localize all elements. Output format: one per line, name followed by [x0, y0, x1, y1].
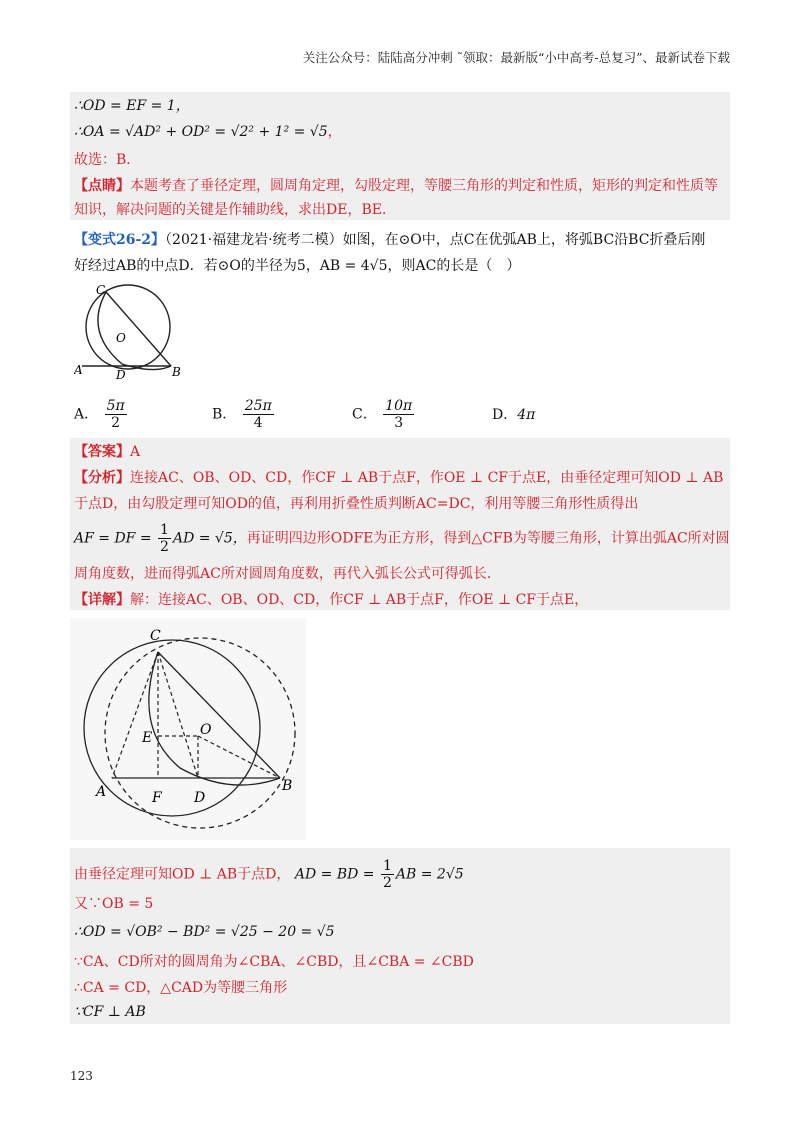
- option-a-denominator: 2: [111, 415, 121, 431]
- analysis-frac-num: 1: [160, 522, 169, 538]
- analysis-text-1: 连接AC、OB、OD、CD，作CF ⊥ AB于点F，作OE ⊥ CF于点E，由垂径定理可知OD ⊥ AB: [130, 470, 724, 486]
- step-frac-num: 1: [382, 858, 392, 874]
- fig2-label-d: D: [194, 790, 206, 806]
- fig2-label-a: A: [96, 784, 107, 800]
- question-line-2: 好经过AB的中点D．若⊙O的半径为5，AB = 4√5，则AC的长是（ ）: [74, 258, 521, 274]
- answer-line: [74, 442, 140, 462]
- comment-line-1: [74, 176, 718, 196]
- option-b-label: B．: [212, 406, 237, 423]
- detail-tag: 【详解】: [74, 592, 130, 608]
- step-line-4: ∵CA、CD所对的圆周角为∠CBA、∠CBD，且∠CBA = ∠CBD: [74, 954, 474, 970]
- option-b-numerator: 25π: [244, 398, 272, 414]
- page-header: 关注公众号：陆陆高分冲刺 ˜领取：最新版“小中高考-总复习”、最新试卷下载: [302, 50, 730, 65]
- question-line-1: [74, 230, 705, 250]
- step-line-2: 又∵OB = 5: [74, 896, 154, 912]
- comment-tag: 【点睛】: [74, 178, 130, 194]
- step-line-5: ∴CA = CD，△CAD为等腰三角形: [74, 980, 288, 996]
- fig1-label-c: C: [96, 283, 106, 297]
- analysis-text-3: 再证明四边形ODFE为正方形，得到△CFB为等腰三角形，计算出弧AC所对圆: [246, 530, 730, 547]
- step-line-3: ∴OD = √OB² − BD² = √25 − 20 = √5: [74, 924, 335, 940]
- step-line-1: [74, 858, 464, 891]
- analysis-frac-den: 2: [160, 539, 169, 555]
- option-a-numerator: 5π: [106, 398, 125, 414]
- option-c: [352, 398, 416, 431]
- analysis-line-1: [74, 468, 723, 488]
- step-line-6: ∵CF ⊥ AB: [74, 1004, 146, 1020]
- option-c-numerator: 10π: [385, 398, 413, 414]
- fig2-label-e: E: [142, 730, 153, 746]
- ab-2sqrt5: AB = 2√5: [395, 866, 464, 883]
- option-a: [74, 398, 129, 431]
- answer-tag: 【答案】: [74, 444, 130, 460]
- step-1-text: 由垂径定理可知OD ⊥ AB于点D，: [74, 866, 291, 883]
- option-c-label: C．: [352, 406, 377, 423]
- option-d-value: 4π: [517, 407, 536, 423]
- option-a-label: A．: [74, 406, 99, 423]
- oa-label: ∴OA =: [74, 124, 126, 140]
- step-frac-den: 2: [382, 875, 392, 891]
- ad-sqrt5: AD = √5，: [172, 530, 247, 547]
- detail-text-1: 解：连接AC、OB、OD、CD，作CF ⊥ AB于点F，作OE ⊥ CF于点E，: [130, 592, 589, 608]
- option-d: [492, 404, 535, 424]
- line-od-ef: ∴OD = EF = 1，: [74, 98, 190, 114]
- option-b-denominator: 4: [253, 415, 263, 431]
- circle-fold-diagram-large: [70, 618, 306, 840]
- fig2-label-b: B: [282, 778, 293, 794]
- fig1-label-b: B: [172, 365, 181, 379]
- solution-figure: [70, 618, 306, 844]
- comment-line-2: 知识，解决问题的关键是作辅助线，求出DE，BE．: [74, 202, 396, 218]
- circle-fold-diagram-small: [74, 282, 184, 382]
- option-d-label: D．: [492, 407, 518, 423]
- detail-line-1: [74, 590, 588, 610]
- fig1-label-d: D: [116, 368, 126, 382]
- ad-bd-label: AD = BD =: [294, 866, 379, 883]
- question-text-1: （2021·福建龙岩·统考二模）如图，在⊙O中，点C在优弧AB上，将弧BC沿BC折叠后刚: [165, 232, 706, 248]
- answer-value: A: [130, 444, 141, 460]
- question-figure: [74, 282, 184, 386]
- oa-expression: √AD² + OD² = √2² + 1² = √5: [125, 124, 328, 140]
- comment-text-1: 本题考查了垂径定理，圆周角定理，勾股定理，等腰三角形的判定和性质，矩形的判定和性质等: [130, 178, 718, 194]
- analysis-line-3: [74, 522, 730, 555]
- fig1-label-a: A: [74, 363, 83, 377]
- page-number: 123: [70, 1069, 93, 1083]
- analysis-tag: 【分析】: [74, 470, 130, 486]
- fig2-label-c: C: [150, 628, 161, 644]
- fig2-label-o: O: [200, 722, 212, 738]
- fig2-label-f: F: [152, 790, 162, 806]
- option-c-denominator: 3: [394, 415, 404, 431]
- choose-b: 故选：B．: [74, 152, 141, 168]
- option-b: [212, 398, 276, 431]
- oa-comma: ，: [327, 124, 342, 140]
- question-tag: 【变式26-2】: [74, 232, 166, 248]
- line-oa: [74, 122, 342, 142]
- af-df-label: AF = DF =: [74, 530, 157, 547]
- analysis-line-4: 周角度数，进而得弧AC所对圆周角度数，再代入弧长公式可得弧长．: [74, 566, 501, 582]
- fig1-label-o: O: [116, 331, 126, 345]
- analysis-line-2: 于点D，由勾股定理可知OD的值，再利用折叠性质判断AC=DC，利用等腰三角形性质得出: [74, 496, 639, 512]
